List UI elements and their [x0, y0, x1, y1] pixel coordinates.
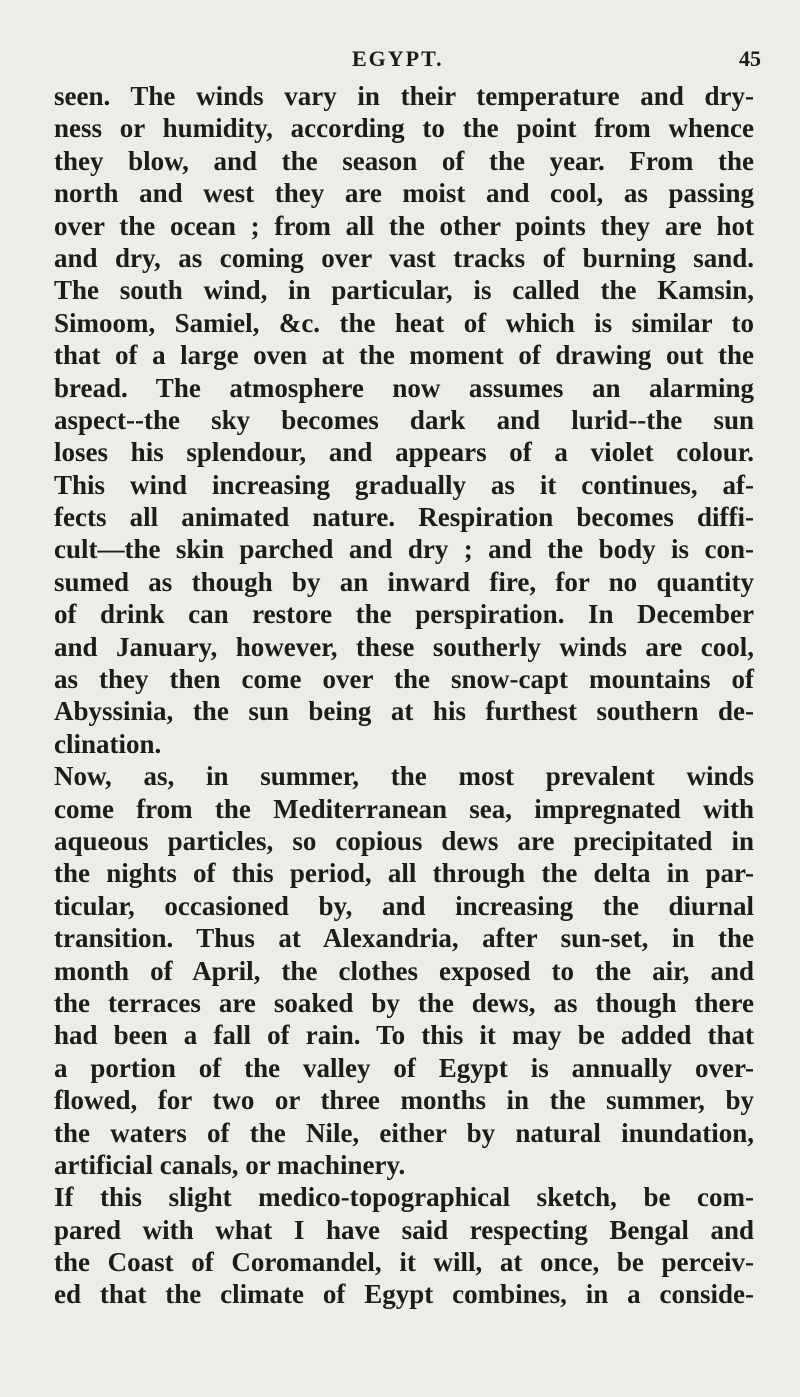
text-line: Simoom, Samiel, &c. the heat of which is similar to	[54, 307, 754, 338]
text-line: the Coast of Coromandel, it will, at once, be perceiv-	[54, 1247, 754, 1278]
text-line: clination.	[54, 728, 162, 759]
body-text	[54, 80, 754, 1311]
text-line: seen. The winds vary in their temperature and dry-	[54, 81, 754, 111]
text-line: they blow, and the season of the year. From the	[54, 145, 754, 176]
text-line: the nights of this period, all through the delta in par-	[54, 858, 754, 889]
text-line: ness or humidity, according to the point from whence	[54, 113, 754, 144]
text-line: aspect--the sky becomes dark and lurid--the sun	[54, 404, 754, 435]
text-line: and dry, as coming over vast tracks of burning sand.	[54, 242, 754, 273]
text-line: cult—the skin parched and dry ; and the body is con-	[54, 534, 754, 565]
text-line: over the ocean ; from all the other points they are hot	[54, 210, 754, 241]
text-line: This wind increasing gradually as it continues, af-	[54, 469, 754, 500]
text-line: that of a large oven at the moment of drawing out the	[54, 340, 754, 371]
text-line: sumed as though by an inward fire, for no quantity	[54, 566, 754, 597]
text-line: Abyssinia, the sun being at his furthest southern de-	[54, 696, 754, 727]
text-line: aqueous particles, so copious dews are precipitated in	[54, 825, 754, 856]
text-line: of drink can restore the perspiration. In December	[54, 599, 754, 630]
text-line: flowed, for two or three months in the summer, by	[54, 1085, 754, 1116]
text-line: month of April, the clothes exposed to the air, and	[54, 955, 754, 986]
text-line: ed that the climate of Egypt combines, in a conside-	[54, 1279, 754, 1310]
text-line: bread. The atmosphere now assumes an alarming	[54, 372, 754, 403]
text-line: as they then come over the snow-capt mountains of	[54, 664, 754, 695]
text-line: a portion of the valley of Egypt is annually over-	[54, 1052, 754, 1083]
text-line: north and west they are moist and cool, as passing	[54, 178, 754, 209]
text-line: If this slight medico-topographical sketch, be com-	[54, 1182, 754, 1213]
text-line: The south wind, in particular, is called the Kamsin,	[54, 275, 754, 306]
page-header	[0, 36, 800, 76]
text-line: the waters of the Nile, either by natural inundation,	[54, 1117, 754, 1148]
text-line: pared with what I have said respecting Bengal and	[54, 1214, 754, 1245]
text-line: had been a fall of rain. To this it may be added that	[54, 1020, 754, 1051]
text-line: Now, as, in summer, the most prevalent winds	[54, 761, 754, 792]
text-line: and January, however, these southerly winds are cool,	[54, 631, 754, 662]
running-head: EGYPT.	[352, 46, 444, 71]
text-line: artificial canals, or machinery.	[54, 1149, 406, 1180]
page-number: 45	[739, 46, 761, 71]
text-line: ticular, occasioned by, and increasing the diurnal	[54, 890, 754, 921]
text-line: fects all animated nature. Respiration becomes diffi-	[54, 502, 754, 533]
text-line: loses his splendour, and appears of a violet colour.	[54, 437, 754, 468]
text-line: come from the Mediterranean sea, impregnated with	[54, 793, 754, 824]
text-line: the terraces are soaked by the dews, as though there	[54, 987, 754, 1018]
text-line: transition. Thus at Alexandria, after sun-set, in the	[54, 923, 754, 954]
